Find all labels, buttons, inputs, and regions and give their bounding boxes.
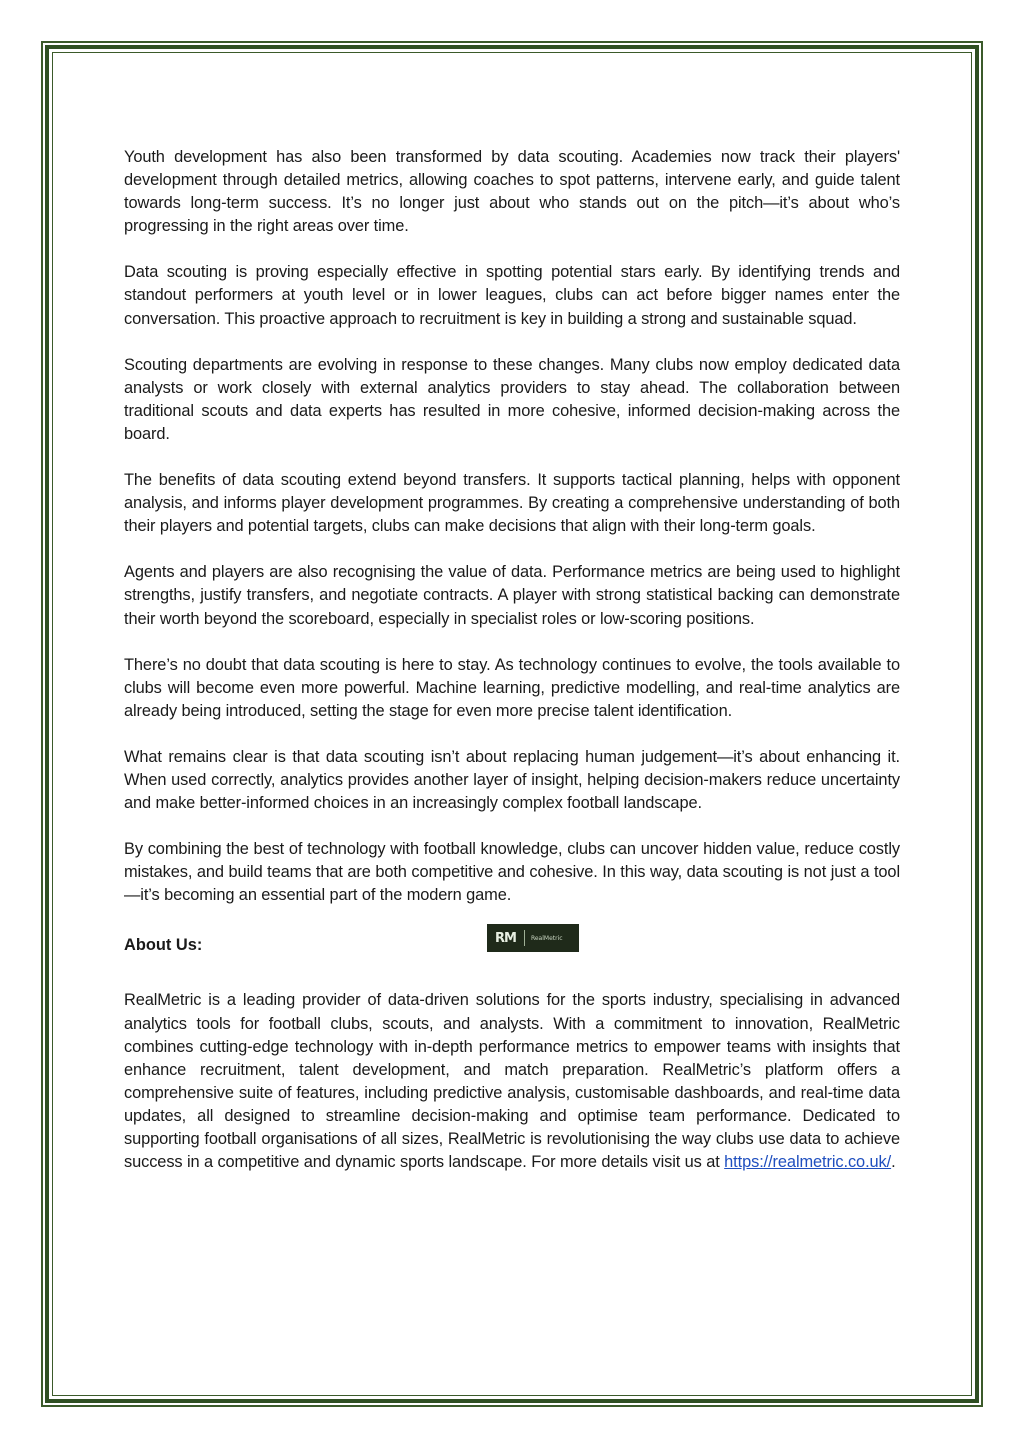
logo-wordmark: RealMetric — [530, 934, 563, 942]
about-us-row — [124, 930, 900, 966]
paragraph-about-realmetric — [124, 989, 900, 1174]
about-us-heading: About Us: — [124, 936, 203, 955]
paragraph-scouting-departments: Scouting departments are evolving in response to these changes. Many clubs now employ dedicated data analysts or work closely with external analytics providers to stay ahead. The collaboration between traditional scouts and data experts has resulted in more cohesive, informed decision-making across the board. — [124, 355, 900, 443]
document-body — [124, 146, 900, 1197]
paragraph-human-judgement: What remains clear is that data scouting isn’t about replacing human judgement—it’s about enhancing it. When used correctly, analytics provides another layer of insight, helping decision-makers reduce uncertainty and make better-informed choices in an increasingly complex football landscape. — [124, 747, 900, 813]
about-trailing-period: . — [891, 1153, 896, 1172]
paragraph-youth-development: Youth development has also been transformed by data scouting. Academies now track their players' development through detailed metrics, allowing coaches to spot patterns, intervene early, and guide talent towards long-term success. It’s no longer just about who stands out on the pitch—it’s about who’s progressing in the right areas over time. — [124, 148, 900, 236]
realmetric-logo — [487, 924, 579, 952]
paragraph-combining: By combining the best of technology with football knowledge, clubs can uncover hidden value, reduce costly mistakes, and build teams that are both competitive and cohesive. In this way, data scouting is not just a tool—it’s becoming an essential part of the modern game. — [124, 840, 900, 905]
paragraph-here-to-stay: There’s no doubt that data scouting is here to stay. As technology continues to evolve, the tools available to clubs will become even more powerful. Machine learning, predictive modelling, and real-time analytics are already being introduced, setting the stage for even more precise talent identification. — [124, 655, 900, 720]
logo-divider — [524, 930, 525, 946]
paragraph-benefits: The benefits of data scouting extend beyond transfers. It supports tactical planning, helps with opponent analysis, and informs player development programmes. By creating a comprehensive understanding of both their players and potential targets, clubs can make decisions that align with their long-term goals. — [124, 471, 900, 536]
logo-mark: RM — [495, 930, 516, 946]
realmetric-website-link[interactable]: https://realmetric.co.uk/ — [724, 1153, 892, 1172]
about-body-text: RealMetric is a leading provider of data-driven solutions for the sports industry, specialising in advanced analytics tools for football clubs, scouts, and analysts. With a commitment to innovation, RealMetric combines cutting-edge technology with in-depth performance metrics to empower teams with insights that enhance recruitment, talent development, and match preparation. RealMetric’s platform offers a comprehensive suite of features, including predictive analysis, customisable dashboards, and real-time data updates, all designed to streamline decision-making and optimise team performance. Dedicated to supporting football organisations of all sizes, RealMetric is revolutionising the way clubs use data to achieve success in a competitive and dynamic sports landscape. For more details visit us at — [124, 991, 900, 1172]
paragraph-spotting-stars: Data scouting is proving especially effective in spotting potential stars early. By identifying trends and standout performers at youth level or in lower leagues, clubs can act before bigger names enter the conversation. This proactive approach to recruitment is key in building a strong and sustainable squad. — [124, 263, 900, 328]
paragraph-agents-players: Agents and players are also recognising the value of data. Performance metrics are being used to highlight strengths, justify transfers, and negotiate contracts. A player with strong statistical backing can demonstrate their worth beyond the scoreboard, especially in specialist roles or low-scoring positions. — [124, 563, 900, 628]
